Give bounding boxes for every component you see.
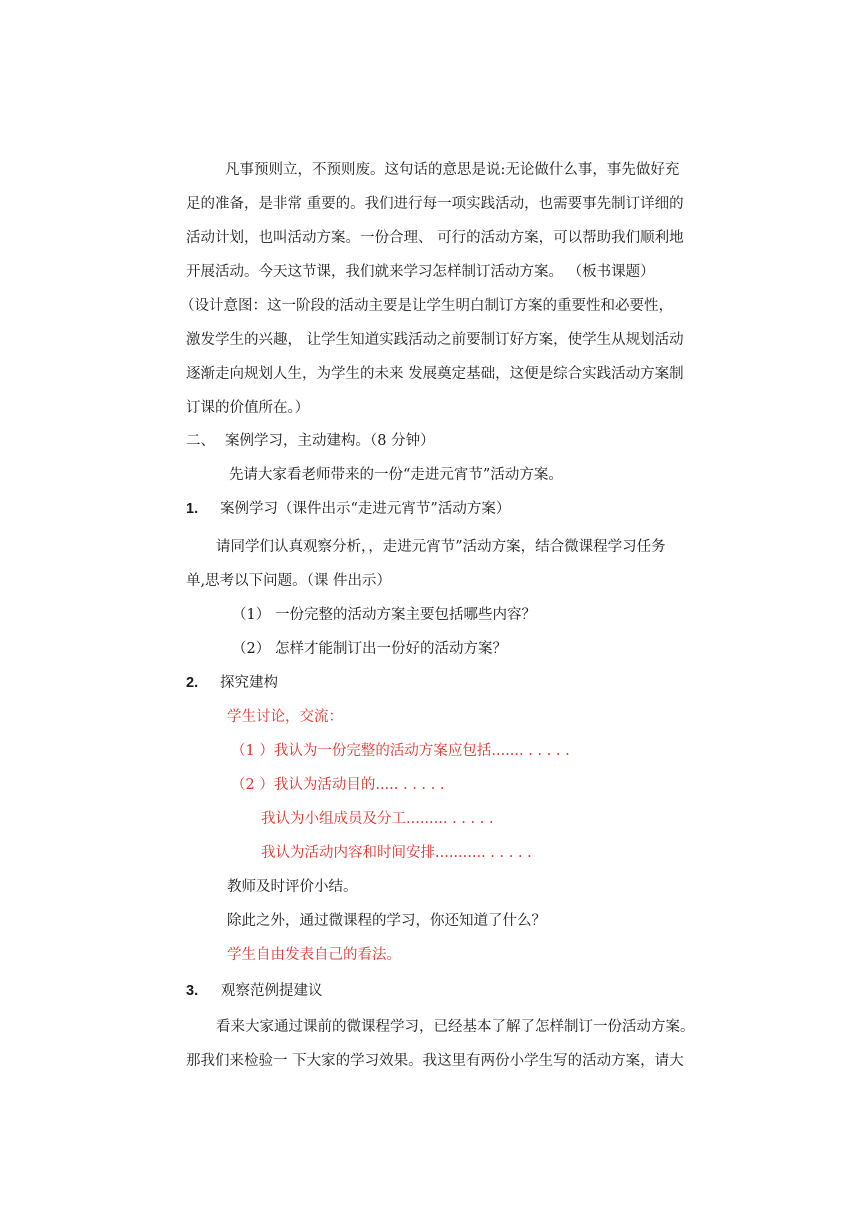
design-intent-line-4: 订课的价值所在。） <box>186 400 310 416</box>
item2-number: 2. <box>186 675 199 691</box>
question-2-number: （2） <box>232 641 271 657</box>
section2-lead: 先请大家看老师带来的一份“走进元宵节”活动方案。 <box>229 467 563 483</box>
student-response-1: （1 ）我认为一份完整的活动方案应包括....... . . . . . <box>231 743 570 759</box>
item3-para-line-1: 看来大家通过课前的微课程学习，已经基本了解了怎样制订一份活动方案。 <box>216 1019 695 1035</box>
design-intent-line-2: 激发学生的兴趣， 让学生知道实践活动之前要制订好方案，使学生从规划活动 <box>186 332 684 348</box>
item1-para-line-1: 请同学们认真观察分析，，走进元宵节”活动方案，结合微课程学习任务 <box>216 539 666 555</box>
item2-title: 探究建构 <box>220 675 278 691</box>
student-response-4: 我认为活动内容和时间安排........... . . . . . <box>261 845 532 861</box>
question-1: 一份完整的活动方案主要包括哪些内容？ <box>275 607 536 623</box>
intro-line-4: 开展活动。今天这节课，我们就来学习怎样制订活动方案。 （板书课题） <box>186 264 655 280</box>
item3-para-line-2: 那我们来检验一 下大家的学习效果。我这里有两份小学生写的活动方案，请大 <box>186 1053 684 1069</box>
design-intent-line-1: （设计意图：这一阶段的活动主要是让学生明白制订方案的重要性和必要性， <box>180 298 673 314</box>
follow-up-question: 除此之外，通过微课程的学习，你还知道了什么？ <box>227 913 546 929</box>
student-response-3: 我认为小组成员及分工......... . . . . . <box>261 811 494 827</box>
item1-para-line-2: 单,思考以下问题。（课 件出示） <box>186 573 391 589</box>
student-discussion-label: 学生讨论，交流： <box>227 709 343 725</box>
design-intent-line-3: 逐渐走向规划人生，为学生的未来 发展奠定基础，这便是综合实践活动方案制 <box>186 366 684 382</box>
question-1-number: （1） <box>232 607 271 623</box>
item3-number: 3. <box>186 983 199 999</box>
teacher-summary: 教师及时评价小结。 <box>227 879 358 895</box>
intro-line-3: 活动计划，也叫活动方案。一份合理、 可行的活动方案，可以帮助我们顺利地 <box>186 230 684 246</box>
section2-number: 二、 <box>186 433 215 449</box>
item1-title: 案例学习（课件出示“走进元宵节”活动方案） <box>220 501 511 517</box>
item3-title: 观察范例提建议 <box>221 983 323 999</box>
student-response-2: （2 ）我认为活动目的..... . . . . . <box>231 777 445 793</box>
item1-number: 1. <box>186 501 199 517</box>
student-free-expression: 学生自由发表自己的看法。 <box>227 947 401 963</box>
section2-title: 案例学习，主动建构。（8 分钟） <box>225 433 435 449</box>
intro-line-2: 足的准备，是非常 重要的。我们进行每一项实践活动，也需要事先制订详细的 <box>186 196 684 212</box>
intro-line-1: 凡事预则立，不预则废。这句话的意思是说:无论做什么事，事先做好充 <box>225 162 680 178</box>
question-2: 怎样才能制订出一份好的活动方案？ <box>275 641 507 657</box>
